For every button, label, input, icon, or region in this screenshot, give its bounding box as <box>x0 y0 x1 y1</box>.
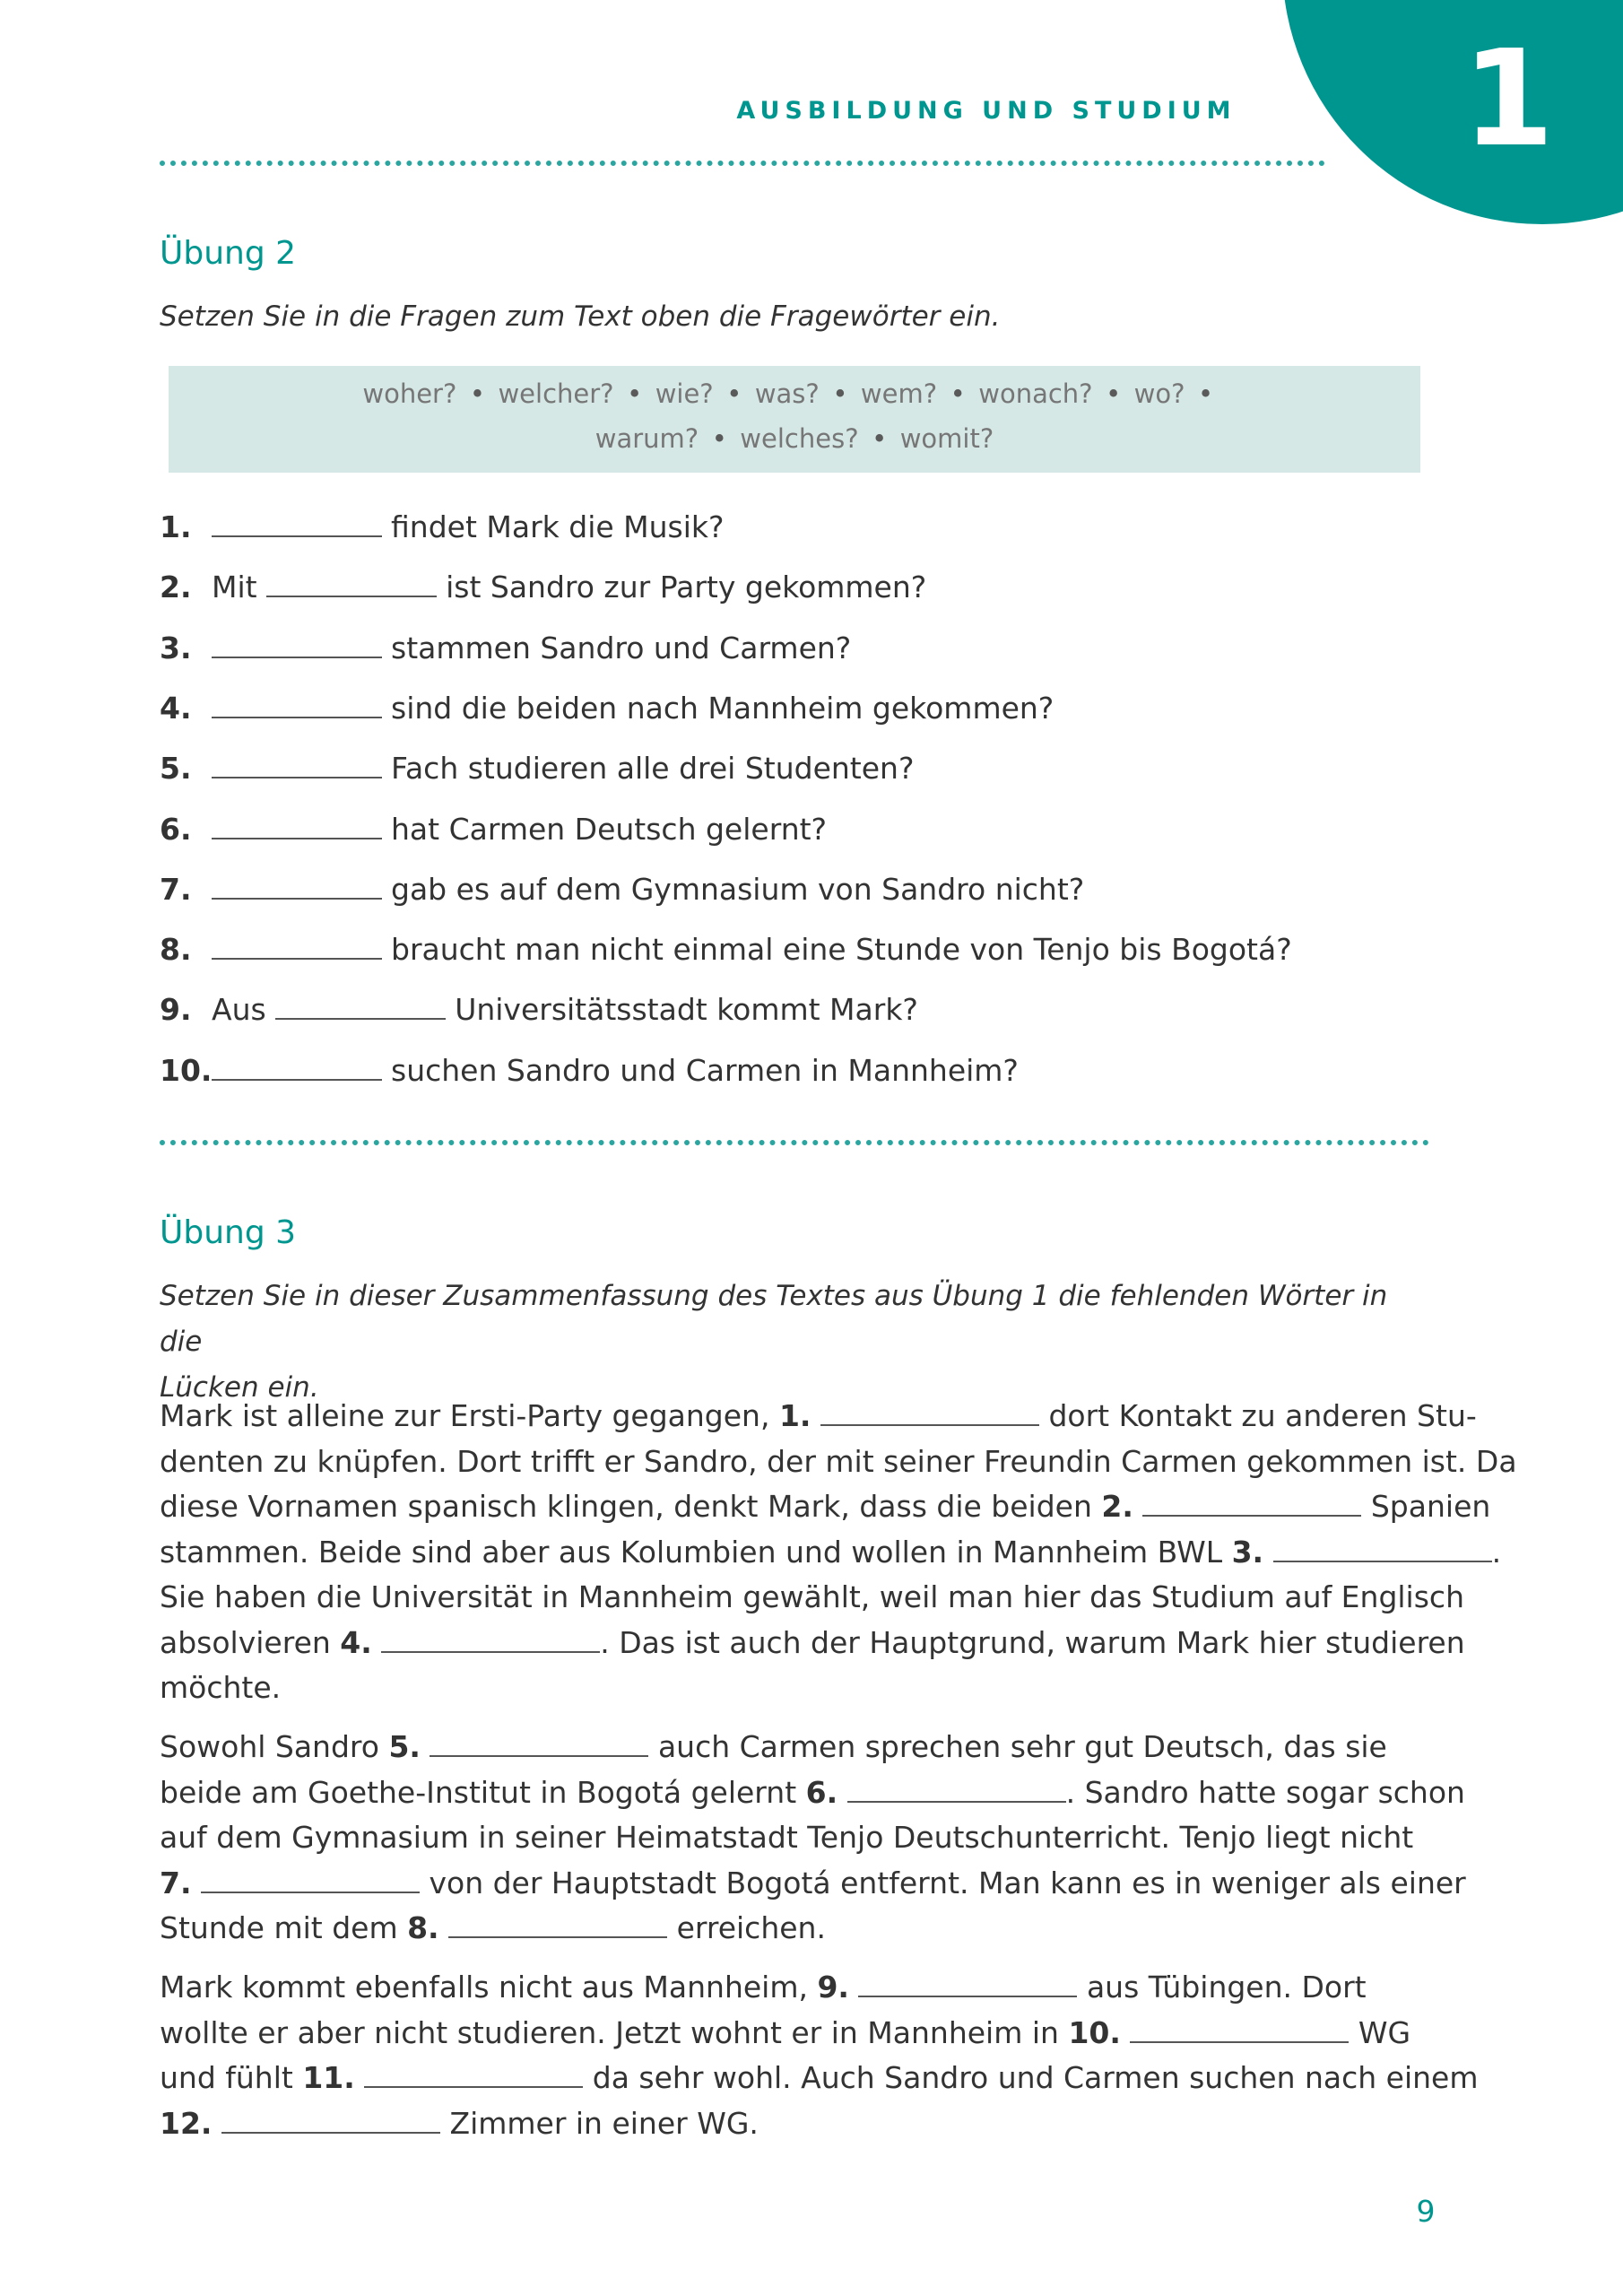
question-text: suchen Sandro und Carmen in Mannheim? <box>391 1052 1019 1088</box>
gap-blank[interactable] <box>221 2107 440 2134</box>
gap-blank[interactable] <box>847 1776 1066 1803</box>
bullet-separator: • <box>699 423 741 454</box>
paragraph-text: absolvieren <box>160 1624 341 1660</box>
summary-paragraph-2 <box>160 1725 1466 1952</box>
gap-number: 8. <box>407 1910 439 1945</box>
gap-number: 6. <box>805 1774 838 1810</box>
paragraph-line <box>160 2101 1451 2147</box>
answer-blank[interactable] <box>275 993 446 1020</box>
bullet-separator: • <box>858 423 900 454</box>
paragraph-line <box>160 1575 1464 1621</box>
exercise3-instruction-line-2: Lücken ein. <box>160 1371 319 1404</box>
paragraph-text: Spanien <box>1361 1489 1491 1524</box>
answer-blank[interactable] <box>212 752 382 778</box>
question-number: 10. <box>160 1052 213 1088</box>
dotted-divider-top <box>160 161 1325 166</box>
paragraph-line <box>160 2011 1451 2057</box>
gap-number: 1. <box>778 1398 812 1433</box>
paragraph-line <box>160 1484 1491 1530</box>
exercise2-instruction: Setzen Sie in die Fragen zum Text oben die Fragewörter ein. <box>160 300 1001 333</box>
word-bank-line-1 <box>169 378 1420 409</box>
question-text: hat Carmen Deutsch gelernt? <box>391 811 828 847</box>
paragraph-text: . <box>1491 1534 1502 1570</box>
gap-blank[interactable] <box>381 1626 600 1653</box>
paragraph-text: von der Hauptstadt Bogotá entfernt. Man kann es in weniger als einer <box>420 1865 1466 1900</box>
word-bank-item: womit? <box>899 423 994 454</box>
answer-blank[interactable] <box>266 570 437 597</box>
paragraph-text: Stunde mit dem <box>160 1910 408 1945</box>
word-bank <box>169 366 1420 473</box>
gap-blank[interactable] <box>364 2061 583 2088</box>
question-number: 8. <box>160 932 192 968</box>
question-prefix: Aus <box>212 992 276 1028</box>
paragraph-line <box>160 1965 1451 2011</box>
paragraph-line <box>160 1530 1502 1576</box>
question-prefix: Mit <box>212 570 267 605</box>
paragraph-text: diese Vornamen spanisch klingen, denkt Mark, dass die beiden <box>160 1489 1102 1524</box>
question-text: Fach studieren alle drei Studenten? <box>391 751 915 787</box>
answer-blank[interactable] <box>212 933 382 960</box>
answer-blank[interactable] <box>212 510 382 537</box>
summary-paragraph-1 <box>160 1394 1517 1711</box>
gap-blank[interactable] <box>448 1911 667 1938</box>
word-bank-item: welcher? <box>498 378 614 409</box>
gap-number: 9. <box>817 1970 849 2005</box>
question-text: sind die beiden nach Mannheim gekommen? <box>391 690 1055 726</box>
answer-blank[interactable] <box>212 1054 382 1081</box>
paragraph-text: auch Carmen sprechen sehr gut Deutsch, das sie <box>648 1729 1387 1764</box>
gap-blank[interactable] <box>1273 1535 1492 1562</box>
bullet-separator: • <box>1185 378 1227 409</box>
paragraph-text: Mark ist alleine zur Ersti-Party gegangen, <box>160 1398 779 1433</box>
question-item <box>160 500 725 554</box>
paragraph-text: denten zu knüpfen. Dort trifft er Sandro, der mit seiner Freundin Carmen gekommen ist. Da <box>160 1443 1517 1479</box>
bullet-separator: • <box>937 378 979 409</box>
bullet-separator: • <box>613 378 655 409</box>
paragraph-line <box>160 1621 1465 1666</box>
bullet-separator: • <box>713 378 755 409</box>
exercise2-title: Übung 2 <box>160 235 297 272</box>
word-bank-line-2 <box>169 423 1420 454</box>
paragraph-text: Zimmer in einer WG. <box>439 2105 759 2141</box>
question-item <box>160 622 851 675</box>
paragraph-text: beide am Goethe-Institut in Bogotá gelernt <box>160 1774 806 1810</box>
question-text: Universitätsstadt kommt Mark? <box>455 992 918 1028</box>
answer-blank[interactable] <box>212 813 382 839</box>
gap-number: 4. <box>340 1624 372 1660</box>
question-number: 1. <box>160 509 192 544</box>
question-text: braucht man nicht einmal eine Stunde von Tenjo bis Bogotá? <box>391 932 1292 968</box>
exercise3-instruction <box>160 1274 1415 1411</box>
word-bank-item: wonach? <box>978 378 1093 409</box>
chapter-number: 1 <box>1462 22 1555 176</box>
paragraph-line <box>160 1906 1451 1952</box>
gap-number: 5. <box>388 1729 421 1764</box>
paragraph-line <box>160 1770 1465 1816</box>
paragraph-line <box>160 1665 1451 1711</box>
question-number: 6. <box>160 811 192 847</box>
question-number: 3. <box>160 630 192 665</box>
gap-number: 10. <box>1068 2014 1121 2050</box>
gap-blank[interactable] <box>1130 2016 1349 2043</box>
gap-blank[interactable] <box>1142 1490 1361 1517</box>
paragraph-line <box>160 1439 1517 1485</box>
paragraph-line <box>160 1394 1477 1439</box>
paragraph-text: . Das ist auch der Hauptgrund, warum Mark hier studieren <box>600 1624 1465 1660</box>
paragraph-line <box>160 1725 1451 1770</box>
paragraph-text: möchte. <box>160 1670 282 1705</box>
paragraph-text: dort Kontakt zu anderen Stu- <box>1038 1398 1477 1433</box>
question-item <box>160 682 1054 735</box>
question-number: 7. <box>160 871 192 907</box>
paragraph-line <box>160 1815 1451 1861</box>
question-item <box>160 742 914 796</box>
summary-paragraph-3 <box>160 1965 1479 2146</box>
answer-blank[interactable] <box>212 631 382 658</box>
gap-blank[interactable] <box>201 1866 420 1893</box>
paragraph-text: WG <box>1349 2014 1411 2050</box>
word-bank-item: wo? <box>1133 378 1185 409</box>
gap-number: 11. <box>302 2060 355 2095</box>
gap-blank[interactable] <box>820 1399 1039 1426</box>
answer-blank[interactable] <box>212 691 382 718</box>
paragraph-text: Sowohl Sandro <box>160 1729 389 1764</box>
question-number: 4. <box>160 690 192 726</box>
paragraph-text: wollte er aber nicht studieren. Jetzt wohnt er in Mannheim in <box>160 2014 1069 2050</box>
word-bank-item: warum? <box>595 423 699 454</box>
exercise3-title: Übung 3 <box>160 1214 297 1251</box>
question-text: findet Mark die Musik? <box>391 509 725 544</box>
question-text: gab es auf dem Gymnasium von Sandro nicht? <box>391 871 1085 907</box>
paragraph-line <box>160 1861 1466 1907</box>
paragraph-text: und fühlt <box>160 2060 303 2095</box>
question-number: 5. <box>160 751 192 787</box>
dotted-divider-middle <box>160 1140 1429 1145</box>
gap-number: 3. <box>1231 1534 1264 1570</box>
paragraph-text: aus Tübingen. Dort <box>1077 1970 1367 2005</box>
exercise3-instruction-line-1: Setzen Sie in dieser Zusammenfassung des Textes aus Übung 1 die fehlenden Wörter in die <box>160 1280 1388 1358</box>
word-bank-item: wie? <box>655 378 714 409</box>
paragraph-text: Sie haben die Universität in Mannheim gewählt, weil man hier das Studium auf Englisch <box>160 1579 1464 1614</box>
gap-number: 7. <box>160 1865 192 1900</box>
paragraph-text: da sehr wohl. Auch Sandro und Carmen suchen nach einem <box>583 2060 1479 2095</box>
paragraph-text: stammen. Beide sind aber aus Kolumbien und wollen in Mannheim BWL <box>160 1534 1232 1570</box>
question-item <box>160 983 918 1037</box>
paragraph-line <box>160 2056 1479 2101</box>
question-item <box>160 561 926 614</box>
answer-blank[interactable] <box>212 873 382 900</box>
bullet-separator: • <box>1092 378 1134 409</box>
question-item <box>160 923 1292 977</box>
paragraph-text: Mark kommt ebenfalls nicht aus Mannheim, <box>160 1970 818 2005</box>
gap-blank[interactable] <box>858 1970 1077 1997</box>
word-bank-item: welches? <box>740 423 859 454</box>
question-text: ist Sandro zur Party gekommen? <box>446 570 927 605</box>
gap-blank[interactable] <box>430 1730 648 1757</box>
word-bank-item: woher? <box>362 378 457 409</box>
paragraph-text: auf dem Gymnasium in seiner Heimatstadt Tenjo Deutschunterricht. Tenjo liegt nicht <box>160 1820 1414 1855</box>
word-bank-item: wem? <box>860 378 938 409</box>
page-number: 9 <box>1416 2194 1436 2229</box>
gap-number: 12. <box>160 2105 213 2141</box>
bullet-separator: • <box>819 378 861 409</box>
question-number: 9. <box>160 992 192 1028</box>
question-text: stammen Sandro und Carmen? <box>391 630 852 665</box>
gap-number: 2. <box>1101 1489 1133 1524</box>
paragraph-text: erreichen. <box>667 1910 826 1945</box>
question-item <box>160 1044 1019 1098</box>
question-item <box>160 803 827 857</box>
paragraph-text: . Sandro hatte sogar schon <box>1065 1774 1465 1810</box>
word-bank-item: was? <box>754 378 820 409</box>
section-title: AUSBILDUNG UND STUDIUM <box>736 97 1237 125</box>
question-item <box>160 863 1084 917</box>
bullet-separator: • <box>456 378 499 409</box>
question-number: 2. <box>160 570 192 605</box>
